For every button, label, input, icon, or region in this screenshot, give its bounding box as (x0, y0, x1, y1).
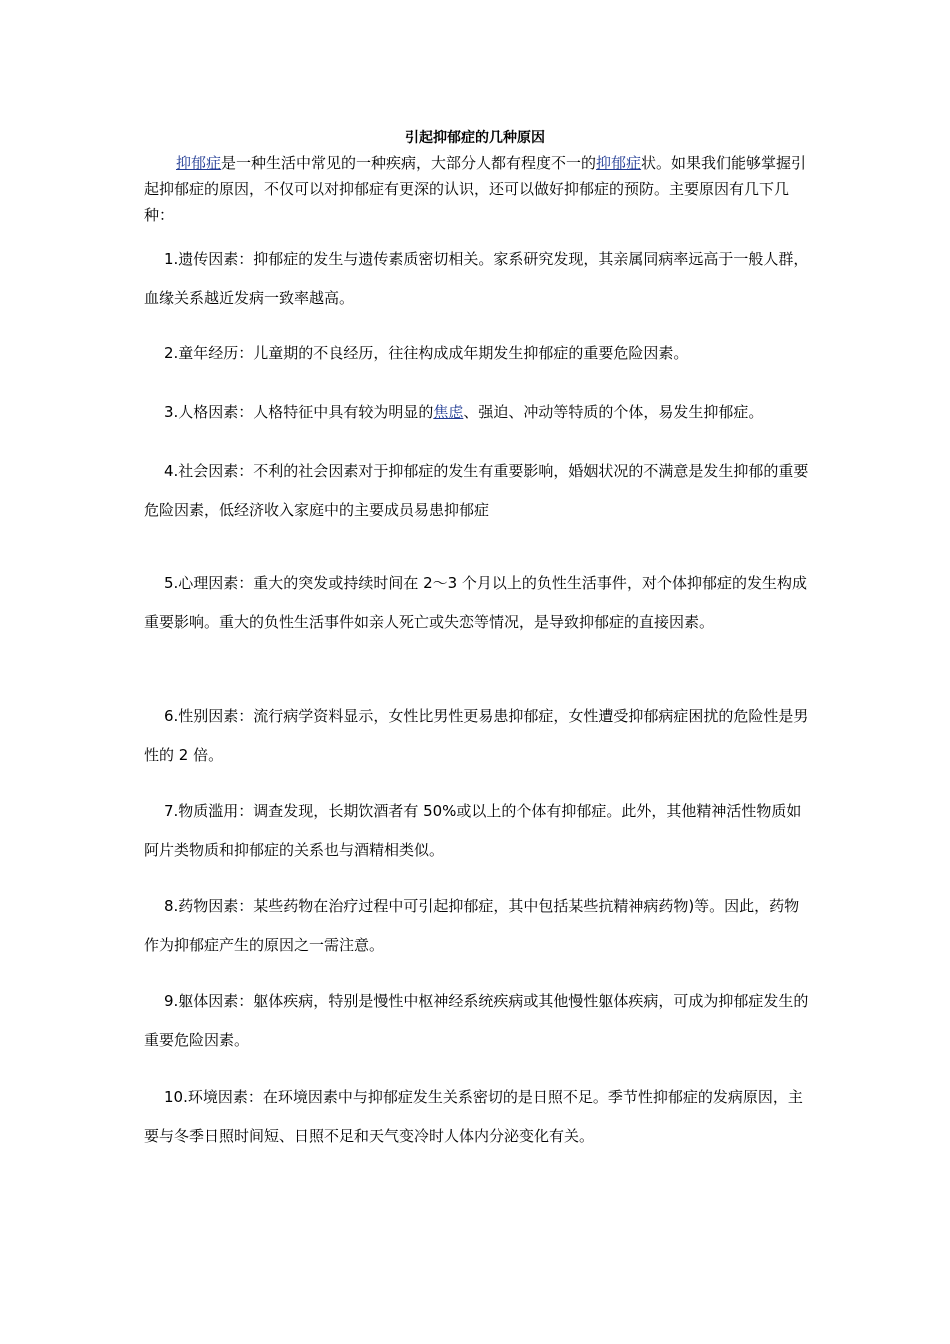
intro-text-2: 状。如果我们能够掌握引起抑郁症的原因，不仅可以对抑郁症有更深的认识，还可以做好抑郁症的预防。主要原因有几下几种： (144, 154, 807, 224)
cause-item-3-before: 3.人格因素：人格特征中具有较为明显的 (164, 403, 434, 421)
cause-item-2: 2.童年经历：儿童期的不良经历，往往构成成年期发生抑郁症的重要危险因素。 (164, 344, 689, 362)
link-anxiety[interactable]: 焦虑 (433, 403, 464, 421)
cause-item-10: 10.环境因素：在环境因素中与抑郁症发生关系密切的是日照不足。季节性抑郁症的发病原因，主要与冬季日照时间短、日照不足和天气变冷时人体内分泌变化有关。 (144, 1088, 803, 1145)
cause-item-6: 6.性别因素：流行病学资料显示，女性比男性更易患抑郁症，女性遭受抑郁病症困扰的危险性是男性的 2 倍。 (144, 707, 809, 764)
intro-paragraph (144, 150, 809, 228)
cause-item-3-after: 、强迫、冲动等特质的个体，易发生抑郁症。 (463, 403, 764, 421)
cause-item-7: 7.物质滥用：调查发现，长期饮酒者有 50%或以上的个体有抑郁症。此外，其他精神活性物质如阿片类物质和抑郁症的关系也与酒精相类似。 (144, 802, 802, 859)
cause-item-3 (144, 393, 812, 432)
document-title: 引起抑郁症的几种原因 (405, 130, 545, 146)
cause-item-9: 9.躯体因素：躯体疾病，特别是慢性中枢神经系统疾病或其他慢性躯体疾病，可成为抑郁症发生的重要危险因素。 (144, 992, 809, 1049)
link-depression[interactable]: 抑郁症 (176, 154, 222, 172)
intro-text-1: 是一种生活中常见的一种疾病，大部分人都有程度不一的 (221, 154, 597, 172)
link-depression-symptom[interactable]: 抑郁症 (596, 154, 642, 172)
cause-item-1: 1.遗传因素：抑郁症的发生与遗传素质密切相关。家系研究发现，其亲属同病率远高于一般人群，血缘关系越近发病一致率越高。 (144, 250, 809, 307)
cause-item-8: 8.药物因素：某些药物在治疗过程中可引起抑郁症，其中包括某些抗精神病药物)等。因此，药物作为抑郁症产生的原因之一需注意。 (144, 897, 800, 954)
cause-item-4: 4.社会因素：不利的社会因素对于抑郁症的发生有重要影响，婚姻状况的不满意是发生抑郁的重要危险因素，低经济收入家庭中的主要成员易患抑郁症 (144, 462, 809, 519)
cause-item-5: 5.心理因素：重大的突发或持续时间在 2～3 个月以上的负性生活事件，对个体抑郁症的发生构成重要影响。重大的负性生活事件如亲人死亡或失恋等情况，是导致抑郁症的直接因素。 (144, 574, 807, 631)
